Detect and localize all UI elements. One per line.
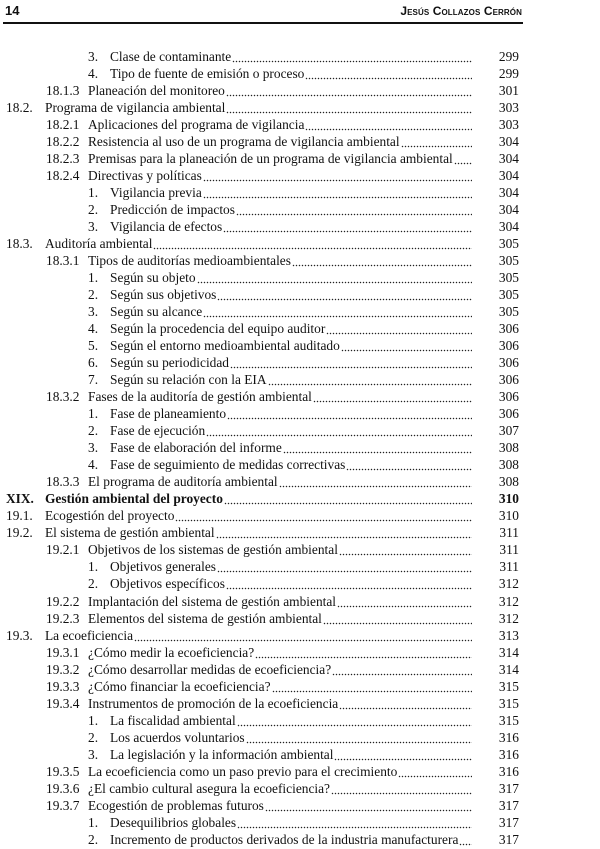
toc-entry[interactable] bbox=[0, 82, 519, 99]
toc-entry[interactable] bbox=[0, 456, 519, 473]
toc-entry-number: 2. bbox=[88, 287, 99, 303]
toc-entry-page: 308 bbox=[498, 457, 519, 473]
toc-entry-number: 4. bbox=[88, 66, 99, 82]
toc-entry-title: Predicción de impactos bbox=[110, 202, 235, 218]
toc-entry-title: Los acuerdos voluntarios bbox=[110, 729, 245, 745]
running-header-author: Jesús Collazos Cerrón bbox=[400, 4, 522, 18]
toc-entry[interactable] bbox=[0, 780, 519, 797]
table-of-contents bbox=[0, 48, 522, 848]
dot-leader bbox=[459, 831, 472, 848]
toc-entry-number: 4. bbox=[88, 321, 99, 337]
dot-leader bbox=[454, 150, 472, 167]
toc-entry-page: 308 bbox=[498, 440, 519, 456]
toc-entry-title: Tipo de fuente de emisión o proceso bbox=[110, 66, 305, 82]
toc-entry[interactable] bbox=[0, 814, 519, 831]
toc-entry-title: Instrumentos de promoción de la ecoeficiencia bbox=[88, 695, 339, 711]
toc-entry[interactable] bbox=[0, 269, 519, 286]
dot-leader bbox=[398, 763, 472, 780]
toc-entry-number: 2. bbox=[88, 831, 99, 847]
toc-entry[interactable] bbox=[0, 524, 519, 541]
toc-entry-number: 19.3.7 bbox=[46, 797, 80, 813]
toc-entry-title: Objetivos generales bbox=[110, 559, 216, 575]
toc-entry-title: Auditoría ambiental bbox=[45, 236, 153, 252]
toc-entry-page: 311 bbox=[499, 542, 519, 558]
toc-entry[interactable] bbox=[0, 439, 519, 456]
toc-entry-page: 310 bbox=[498, 508, 519, 524]
toc-entry[interactable] bbox=[0, 507, 519, 524]
toc-entry-page: 299 bbox=[498, 49, 519, 64]
toc-entry-title: Programa de vigilancia ambiental bbox=[45, 100, 226, 116]
toc-entry-number: 18.2.1 bbox=[46, 117, 80, 133]
toc-entry-page: 316 bbox=[498, 746, 519, 762]
toc-entry[interactable] bbox=[0, 235, 519, 252]
toc-entry-number: 18.2.4 bbox=[46, 168, 80, 184]
toc-entry-number: 7. bbox=[88, 372, 99, 388]
toc-entry-number: 19.3.4 bbox=[46, 695, 80, 711]
toc-entry-page: 314 bbox=[498, 644, 519, 660]
toc-entry[interactable] bbox=[0, 48, 519, 65]
toc-entry-page: 306 bbox=[498, 321, 519, 337]
toc-entry-page: 315 bbox=[498, 678, 519, 694]
dot-leader bbox=[272, 678, 472, 695]
toc-entry-number: 3. bbox=[88, 440, 99, 456]
toc-entry-page: 317 bbox=[498, 780, 519, 796]
toc-entry-title: Planeación del monitoreo bbox=[88, 83, 225, 99]
toc-entry-number: 19.2.2 bbox=[46, 593, 80, 609]
dot-leader bbox=[283, 439, 472, 456]
toc-entry-number: 1. bbox=[88, 559, 99, 575]
toc-entry[interactable] bbox=[0, 695, 519, 712]
toc-entry-title: Según el entorno medioambiental auditado bbox=[110, 338, 340, 354]
toc-entry[interactable] bbox=[0, 644, 519, 661]
toc-entry[interactable] bbox=[0, 558, 519, 575]
toc-entry[interactable] bbox=[0, 422, 519, 439]
toc-entry[interactable] bbox=[0, 354, 519, 371]
toc-entry-title: La ecoeficiencia bbox=[45, 627, 134, 643]
toc-entry-number: 1. bbox=[88, 185, 99, 201]
dot-leader bbox=[346, 456, 472, 473]
toc-entry-title: ¿El cambio cultural asegura la ecoeficiencia? bbox=[88, 780, 331, 796]
toc-entry-title: Según sus objetivos bbox=[110, 287, 217, 303]
toc-entry-number: 5. bbox=[88, 338, 99, 354]
toc-entry-title: Gestión ambiental del proyecto bbox=[45, 491, 223, 507]
dot-leader bbox=[246, 729, 472, 746]
dot-leader bbox=[217, 286, 472, 303]
toc-entry-number: 2. bbox=[88, 423, 99, 439]
dot-leader bbox=[216, 524, 472, 541]
toc-entry-page: 299 bbox=[498, 66, 519, 82]
toc-entry[interactable] bbox=[0, 797, 519, 814]
dot-leader bbox=[226, 575, 472, 592]
toc-entry-title: ¿Cómo financiar la ecoeficiencia? bbox=[88, 678, 271, 694]
toc-entry-number: 1. bbox=[88, 814, 99, 830]
dot-leader bbox=[337, 593, 472, 610]
dot-leader bbox=[203, 184, 472, 201]
toc-entry[interactable] bbox=[0, 575, 519, 592]
dot-leader bbox=[224, 490, 472, 507]
toc-entry[interactable] bbox=[0, 729, 519, 746]
dot-leader bbox=[305, 116, 472, 133]
toc-entry-number: 19.3. bbox=[6, 627, 33, 643]
toc-entry[interactable] bbox=[0, 661, 519, 678]
toc-entry[interactable] bbox=[0, 133, 519, 150]
dot-leader bbox=[226, 82, 472, 99]
toc-entry-number: 2. bbox=[88, 202, 99, 218]
toc-entry-title: Objetivos de los sistemas de gestión ambiental bbox=[88, 542, 338, 558]
toc-entry-number: 1. bbox=[88, 406, 99, 422]
dot-leader bbox=[217, 558, 472, 575]
toc-entry-page: 305 bbox=[498, 270, 519, 286]
toc-entry-title: Tipos de auditorías medioambientales bbox=[88, 253, 291, 269]
toc-entry-title: Fase de ejecución bbox=[110, 423, 206, 439]
toc-entry-title: Según la procedencia del equipo auditor bbox=[110, 321, 326, 337]
toc-entry-number: 18.2.3 bbox=[46, 151, 80, 167]
dot-leader bbox=[341, 337, 472, 354]
toc-entry[interactable] bbox=[0, 303, 519, 320]
toc-entry[interactable] bbox=[0, 371, 519, 388]
toc-entry-number: 18.3.3 bbox=[46, 474, 80, 490]
toc-entry-title: ¿Cómo medir la ecoeficiencia? bbox=[88, 644, 255, 660]
toc-entry-number: 19.3.6 bbox=[46, 780, 80, 796]
toc-entry[interactable] bbox=[0, 831, 519, 848]
toc-entry-page: 316 bbox=[498, 763, 519, 779]
toc-entry-page: 305 bbox=[498, 236, 519, 252]
toc-entry-page: 312 bbox=[498, 593, 519, 609]
page-number: 14 bbox=[5, 3, 20, 18]
toc-entry[interactable] bbox=[0, 184, 519, 201]
toc-entry-title: Clase de contaminante bbox=[110, 49, 232, 64]
toc-entry-page: 317 bbox=[498, 831, 519, 847]
dot-leader bbox=[305, 65, 472, 82]
toc-entry-title: Fase de seguimiento de medidas correctivas bbox=[110, 457, 346, 473]
toc-entry-number: 19.3.1 bbox=[46, 644, 80, 660]
dot-leader bbox=[292, 252, 472, 269]
toc-entry[interactable] bbox=[0, 337, 519, 354]
toc-entry-number: 18.2. bbox=[6, 100, 33, 116]
toc-entry-number: 19.2. bbox=[6, 525, 33, 541]
toc-entry-page: 317 bbox=[498, 814, 519, 830]
toc-entry-page: 310 bbox=[498, 491, 519, 507]
toc-entry-number: 19.3.5 bbox=[46, 763, 80, 779]
toc-entry[interactable] bbox=[0, 218, 519, 235]
toc-entry-title: Resistencia al uso de un programa de vigilancia ambiental bbox=[88, 134, 400, 150]
toc-entry[interactable] bbox=[0, 490, 519, 507]
dot-leader bbox=[226, 99, 472, 116]
toc-entry-number: 19.1. bbox=[6, 508, 33, 524]
dot-leader bbox=[206, 422, 472, 439]
toc-entry-number: 19.2.1 bbox=[46, 542, 80, 558]
toc-entry[interactable] bbox=[0, 712, 519, 729]
toc-entry-number: 1. bbox=[88, 270, 99, 286]
dot-leader bbox=[134, 627, 472, 644]
dot-leader bbox=[237, 814, 472, 831]
toc-entry-page: 315 bbox=[498, 712, 519, 728]
toc-entry[interactable] bbox=[0, 65, 519, 82]
toc-entry-page: 304 bbox=[498, 219, 519, 235]
toc-entry-page: 305 bbox=[498, 253, 519, 269]
toc-entry-number: 3. bbox=[88, 746, 99, 762]
toc-entry-page: 311 bbox=[499, 525, 519, 541]
toc-entry-page: 312 bbox=[498, 610, 519, 626]
toc-entry-page: 304 bbox=[498, 134, 519, 150]
toc-entry-number: XIX. bbox=[6, 491, 34, 507]
toc-entry-page: 304 bbox=[498, 151, 519, 167]
toc-entry-title: ¿Cómo desarrollar medidas de ecoeficiencia? bbox=[88, 661, 332, 677]
dot-leader bbox=[227, 405, 472, 422]
toc-entry-title: Desequilibrios globales bbox=[110, 814, 237, 830]
dot-leader bbox=[236, 201, 472, 218]
dot-leader bbox=[203, 303, 472, 320]
toc-entry-page: 304 bbox=[498, 185, 519, 201]
toc-entry-title: Ecogestión del proyecto bbox=[45, 508, 175, 524]
toc-entry-page: 303 bbox=[498, 100, 519, 116]
toc-entry-title: Vigilancia previa bbox=[110, 185, 202, 201]
toc-entry-page: 304 bbox=[498, 202, 519, 218]
toc-entry[interactable] bbox=[0, 763, 519, 780]
toc-entry-page: 305 bbox=[498, 304, 519, 320]
toc-entry-page: 306 bbox=[498, 389, 519, 405]
toc-entry-page: 305 bbox=[498, 287, 519, 303]
dot-leader bbox=[153, 235, 472, 252]
toc-entry[interactable] bbox=[0, 541, 519, 558]
toc-entry-title: Elementos del sistema de gestión ambiental bbox=[88, 610, 322, 626]
toc-entry-page: 301 bbox=[498, 83, 519, 99]
dot-leader bbox=[323, 610, 472, 627]
dot-leader bbox=[401, 133, 472, 150]
toc-entry-number: 2. bbox=[88, 576, 99, 592]
toc-entry-number: 2. bbox=[88, 729, 99, 745]
dot-leader bbox=[339, 695, 472, 712]
dot-leader bbox=[230, 354, 472, 371]
toc-entry-page: 312 bbox=[498, 576, 519, 592]
dot-leader bbox=[339, 541, 472, 558]
toc-entry-page: 304 bbox=[498, 168, 519, 184]
toc-entry-title: Ecogestión de problemas futuros bbox=[88, 797, 264, 813]
toc-entry[interactable] bbox=[0, 167, 519, 184]
toc-entry-page: 303 bbox=[498, 117, 519, 133]
toc-entry-title: Premisas para la planeación de un programa de vigilancia ambiental bbox=[88, 151, 453, 167]
toc-entry-page: 316 bbox=[498, 729, 519, 745]
dot-leader bbox=[197, 269, 472, 286]
toc-entry[interactable] bbox=[0, 320, 519, 337]
toc-entry-title: Fase de planeamiento bbox=[110, 406, 227, 422]
dot-leader bbox=[175, 507, 472, 524]
dot-leader bbox=[268, 371, 472, 388]
toc-entry-title: Según su objeto bbox=[110, 270, 196, 286]
toc-entry[interactable] bbox=[0, 627, 519, 644]
toc-entry-title: Según su alcance bbox=[110, 304, 203, 320]
toc-entry-page: 311 bbox=[499, 559, 519, 575]
dot-leader bbox=[331, 780, 472, 797]
header-rule bbox=[3, 22, 523, 24]
dot-leader bbox=[332, 661, 472, 678]
toc-entry-number: 19.3.3 bbox=[46, 678, 80, 694]
toc-entry[interactable] bbox=[0, 593, 519, 610]
toc-entry[interactable] bbox=[0, 99, 519, 116]
toc-entry-page: 313 bbox=[498, 627, 519, 643]
toc-entry-title: Incremento de productos derivados de la industria manufacturera bbox=[110, 831, 459, 847]
toc-entry-number: 4. bbox=[88, 457, 99, 473]
toc-entry-number: 18.3.1 bbox=[46, 253, 80, 269]
toc-entry-page: 307 bbox=[498, 423, 519, 439]
toc-entry[interactable] bbox=[0, 388, 519, 405]
toc-entry-title: Según su periodicidad bbox=[110, 355, 230, 371]
toc-entry-number: 1. bbox=[88, 712, 99, 728]
toc-entry-number: 19.2.3 bbox=[46, 610, 80, 626]
toc-entry-title: Fases de la auditoría de gestión ambiental bbox=[88, 389, 312, 405]
toc-entry-title: Aplicaciones del programa de vigilancia bbox=[88, 117, 305, 133]
dot-leader bbox=[255, 644, 472, 661]
toc-entry[interactable] bbox=[0, 201, 519, 218]
toc-entry-number: 3. bbox=[88, 304, 99, 320]
toc-entry-page: 315 bbox=[498, 695, 519, 711]
toc-entry-page: 317 bbox=[498, 797, 519, 813]
toc-entry[interactable] bbox=[0, 678, 519, 695]
toc-entry-number: 18.3.2 bbox=[46, 389, 80, 405]
dot-leader bbox=[265, 797, 472, 814]
toc-entry[interactable] bbox=[0, 150, 519, 167]
toc-entry-page: 314 bbox=[498, 661, 519, 677]
toc-entry[interactable] bbox=[0, 116, 519, 133]
toc-entry-number: 19.3.2 bbox=[46, 661, 80, 677]
dot-leader bbox=[237, 712, 472, 729]
toc-entry-page: 308 bbox=[498, 474, 519, 490]
toc-entry-title: Vigilancia de efectos bbox=[110, 219, 223, 235]
toc-entry[interactable] bbox=[0, 405, 519, 422]
toc-entry-number: 3. bbox=[88, 49, 99, 64]
toc-entry-page: 306 bbox=[498, 355, 519, 371]
toc-entry[interactable] bbox=[0, 746, 519, 763]
toc-entry-number: 3. bbox=[88, 219, 99, 235]
toc-entry[interactable] bbox=[0, 252, 519, 269]
toc-entry-title: Objetivos específicos bbox=[110, 576, 225, 592]
toc-entry[interactable] bbox=[0, 286, 519, 303]
toc-entry-title: Según su relación con la EIA bbox=[110, 372, 267, 388]
toc-entry-page: 306 bbox=[498, 338, 519, 354]
dot-leader bbox=[232, 48, 472, 65]
toc-entry-number: 18.1.3 bbox=[46, 83, 80, 99]
toc-entry-title: La fiscalidad ambiental bbox=[110, 712, 236, 728]
toc-entry-number: 18.3. bbox=[6, 236, 33, 252]
toc-entry-title: El sistema de gestión ambiental bbox=[45, 525, 215, 541]
toc-entry-title: Implantación del sistema de gestión ambiental bbox=[88, 593, 337, 609]
toc-entry-number: 6. bbox=[88, 355, 99, 371]
toc-entry-number: 18.2.2 bbox=[46, 134, 80, 150]
toc-entry-title: La legislación y la información ambiental bbox=[110, 746, 334, 762]
dot-leader bbox=[203, 167, 472, 184]
toc-entry-title: La ecoeficiencia como un paso previo para el crecimiento bbox=[88, 763, 398, 779]
dot-leader bbox=[326, 320, 472, 337]
dot-leader bbox=[313, 388, 472, 405]
toc-entry-page: 306 bbox=[498, 406, 519, 422]
toc-entry-title: Fase de elaboración del informe bbox=[110, 440, 282, 456]
dot-leader bbox=[223, 218, 472, 235]
toc-entry-page: 306 bbox=[498, 372, 519, 388]
toc-entry-title: Directivas y políticas bbox=[88, 168, 202, 184]
toc-entry-title: El programa de auditoría ambiental bbox=[88, 474, 278, 490]
toc-entry[interactable] bbox=[0, 473, 519, 490]
dot-leader bbox=[279, 473, 472, 490]
dot-leader bbox=[334, 746, 472, 763]
toc-entry[interactable] bbox=[0, 610, 519, 627]
